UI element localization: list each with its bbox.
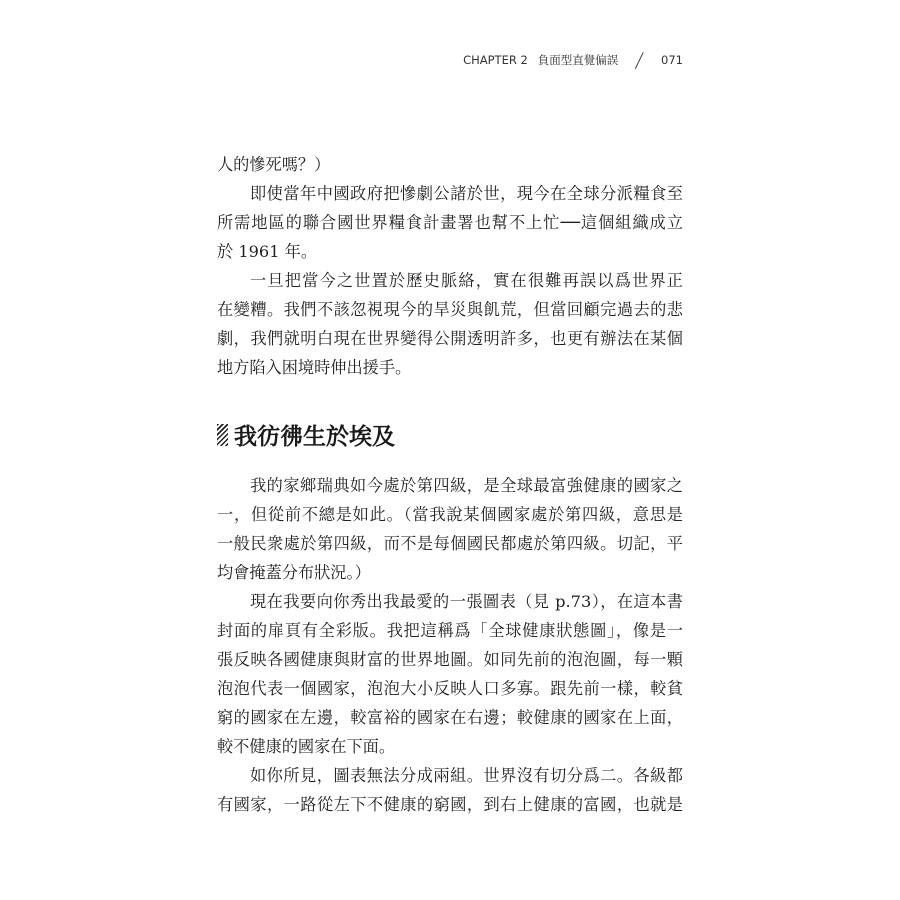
text-line: 一般民衆處於第四級，而不是每個國民都處於第四級。切記，平	[217, 534, 683, 553]
text-line: 現在我要向你秀出我最愛的一張圖表（見 p.73），在這本書	[250, 592, 683, 611]
chapter-label: CHAPTER 2	[463, 53, 528, 67]
text-line: 張反映各國健康與財富的世界地圖。如同先前的泡泡圖，每一顆	[217, 650, 683, 669]
section-heading-text: 我彷彿生於埃及	[234, 423, 395, 450]
chapter-title: 負面型直覺偏誤	[537, 53, 619, 67]
page-number: 071	[661, 53, 683, 67]
running-header	[463, 48, 683, 72]
text-line: 泡泡代表一個國家，泡泡大小反映人口多寡。跟先前一樣，較貧	[217, 679, 683, 698]
text-line: 地方陷入困境時伸出援手。	[217, 358, 412, 377]
text-line: 於 1961 年。	[217, 242, 318, 261]
text-line: 窮的國家在左邊，較富裕的國家在右邊；較健康的國家在上面，	[217, 708, 683, 727]
slash-divider: /	[634, 48, 646, 72]
text-line: 即使當年中國政府把慘劇公諸於世，現今在全球分派糧食至	[250, 184, 683, 203]
text-line: 封面的扉頁有全彩版。我把這稱爲「全球健康狀態圖」，像是一	[217, 621, 683, 640]
text-line: 一旦把當今之世置於歷史脈絡，實在很難再誤以爲世界正	[250, 271, 683, 290]
text-line: 所需地區的聯合國世界糧食計畫署也幫不上忙──這個組織成立	[217, 213, 683, 232]
text-line: 在變糟。我們不該忽視現今的旱災與飢荒，但當回顧完過去的悲	[217, 300, 683, 319]
text-line: 劇，我們就明白現在世界變得公開透明許多，也更有辦法在某個	[217, 329, 683, 348]
text-line: 人的慘死嗎？）	[217, 155, 331, 174]
hatch-marker-icon	[217, 424, 228, 446]
text-line: 均會掩蓋分布狀況。）	[217, 563, 371, 582]
text-line: 如你所見，圖表無法分成兩組。世界沒有切分爲二。各級都	[250, 766, 683, 785]
text-line: 我的家鄉瑞典如今處於第四級，是全球最富強健康的國家之	[250, 476, 683, 495]
text-line: 一，但從前不總是如此。（當我說某個國家處於第四級，意思是	[217, 505, 683, 524]
section-heading	[217, 418, 395, 451]
text-line: 有國家，一路從左下不健康的窮國，到右上健康的富國，也就是	[217, 795, 683, 814]
text-line: 較不健康的國家在下面。	[217, 737, 396, 756]
